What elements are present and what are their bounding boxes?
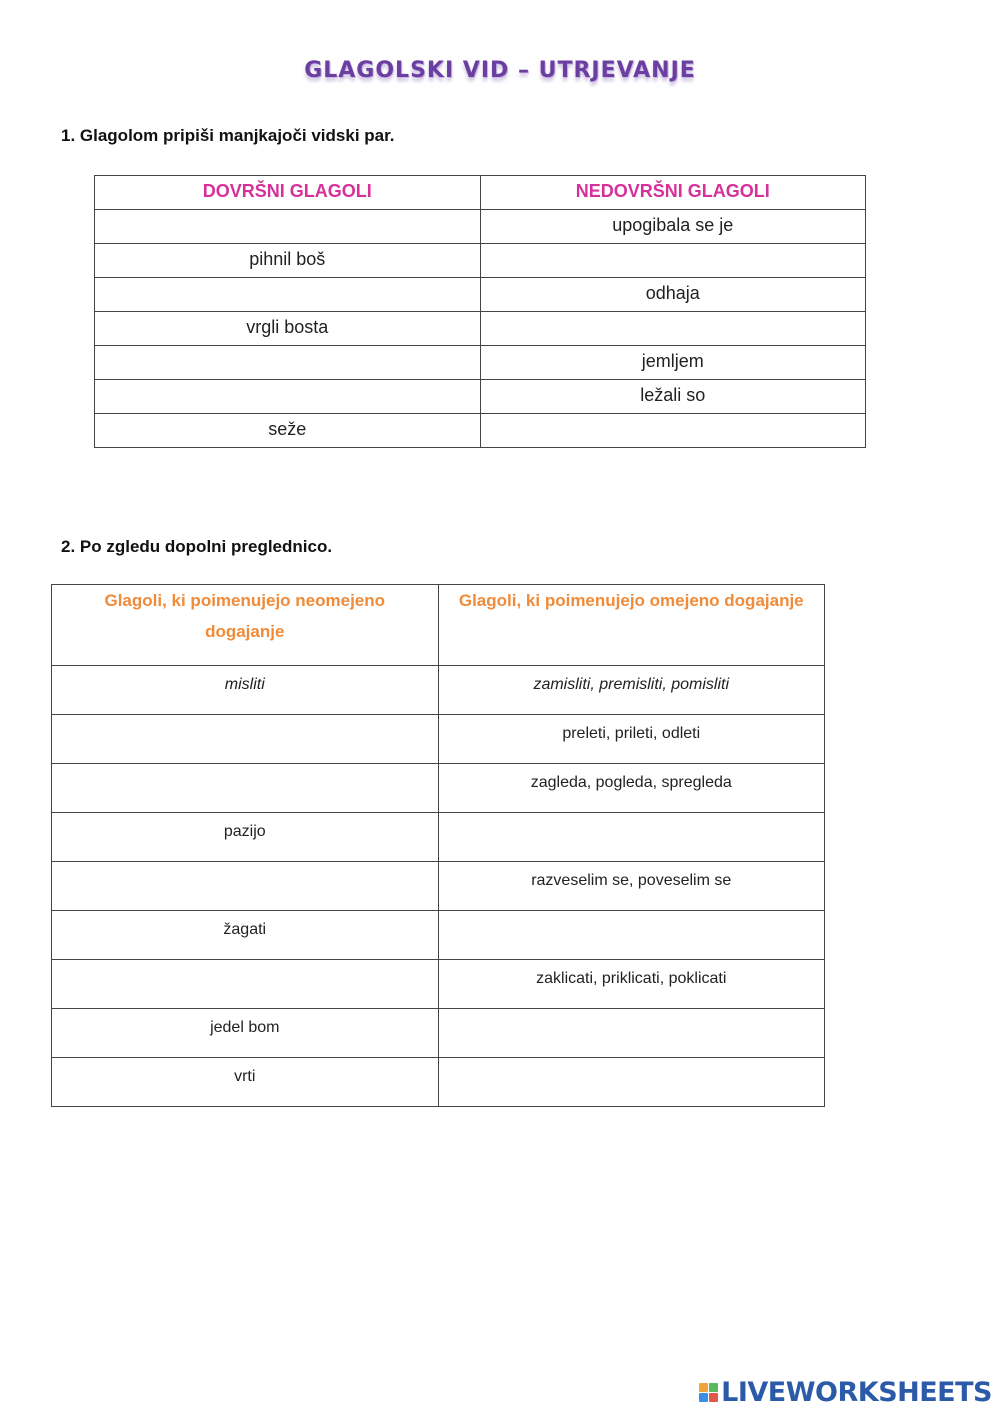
table-row <box>52 960 825 1009</box>
table-cell: pihnil boš <box>95 244 481 278</box>
answer-cell[interactable] <box>52 715 439 764</box>
answer-cell[interactable] <box>52 764 439 813</box>
question-2-text: 2. Po zgledu dopolni preglednico. <box>61 537 333 556</box>
table-row <box>52 862 825 911</box>
logo-text: LIVEWORKSHEETS <box>721 1376 992 1408</box>
answer-cell[interactable] <box>438 1009 825 1058</box>
liveworksheets-logo[interactable] <box>699 1377 992 1407</box>
table-cell: pazijo <box>52 813 439 862</box>
answer-cell[interactable] <box>438 813 825 862</box>
table-row <box>52 666 825 715</box>
table-row <box>95 278 866 312</box>
answer-cell[interactable] <box>52 862 439 911</box>
table-cell: žagati <box>52 911 439 960</box>
answer-cell[interactable] <box>95 346 481 380</box>
answer-cell[interactable] <box>95 278 481 312</box>
table-cell: razveselim se, poveselim se <box>438 862 825 911</box>
table-row <box>95 414 866 448</box>
header-perfective: DOVRŠNI GLAGOLI <box>95 176 481 210</box>
table-row <box>52 1058 825 1107</box>
table-row <box>95 312 866 346</box>
table-row <box>95 380 866 414</box>
answer-cell[interactable] <box>480 244 866 278</box>
table-row <box>52 911 825 960</box>
header-unbounded: Glagoli, ki poimenujejo neomejeno dogajanje <box>52 585 439 666</box>
table-cell: odhaja <box>480 278 866 312</box>
table-cell: zagleda, pogleda, spregleda <box>438 764 825 813</box>
header-imperfective: NEDOVRŠNI GLAGOLI <box>480 176 866 210</box>
table-cell: zamisliti, premisliti, pomisliti <box>438 666 825 715</box>
table-row <box>52 715 825 764</box>
table-cell: ležali so <box>480 380 866 414</box>
page-title: GLAGOLSKI VID – UTRJEVANJE <box>304 58 696 83</box>
table-cell: seže <box>95 414 481 448</box>
answer-cell[interactable] <box>52 960 439 1009</box>
table-cell: zaklicati, priklicati, poklicati <box>438 960 825 1009</box>
logo-blocks-icon <box>699 1383 718 1402</box>
table-cell: misliti <box>52 666 439 715</box>
answer-cell[interactable] <box>95 210 481 244</box>
table-cell: jemljem <box>480 346 866 380</box>
answer-cell[interactable] <box>480 312 866 346</box>
table-row <box>52 764 825 813</box>
question-1-text: 1. Glagolom pripiši manjkajoči vidski par. <box>61 126 395 145</box>
event-verbs-table <box>51 584 825 1107</box>
table-row <box>95 210 866 244</box>
table-row <box>52 1009 825 1058</box>
table-cell: preleti, prileti, odleti <box>438 715 825 764</box>
answer-cell[interactable] <box>438 911 825 960</box>
table-cell: upogibala se je <box>480 210 866 244</box>
table-cell: jedel bom <box>52 1009 439 1058</box>
table-cell: vrti <box>52 1058 439 1107</box>
answer-cell[interactable] <box>95 380 481 414</box>
table-row <box>52 813 825 862</box>
header-bounded: Glagoli, ki poimenujejo omejeno dogajanje <box>438 585 825 666</box>
table-cell: vrgli bosta <box>95 312 481 346</box>
verb-aspect-table <box>94 175 866 448</box>
table-row <box>95 244 866 278</box>
answer-cell[interactable] <box>438 1058 825 1107</box>
answer-cell[interactable] <box>480 414 866 448</box>
table-row <box>95 346 866 380</box>
